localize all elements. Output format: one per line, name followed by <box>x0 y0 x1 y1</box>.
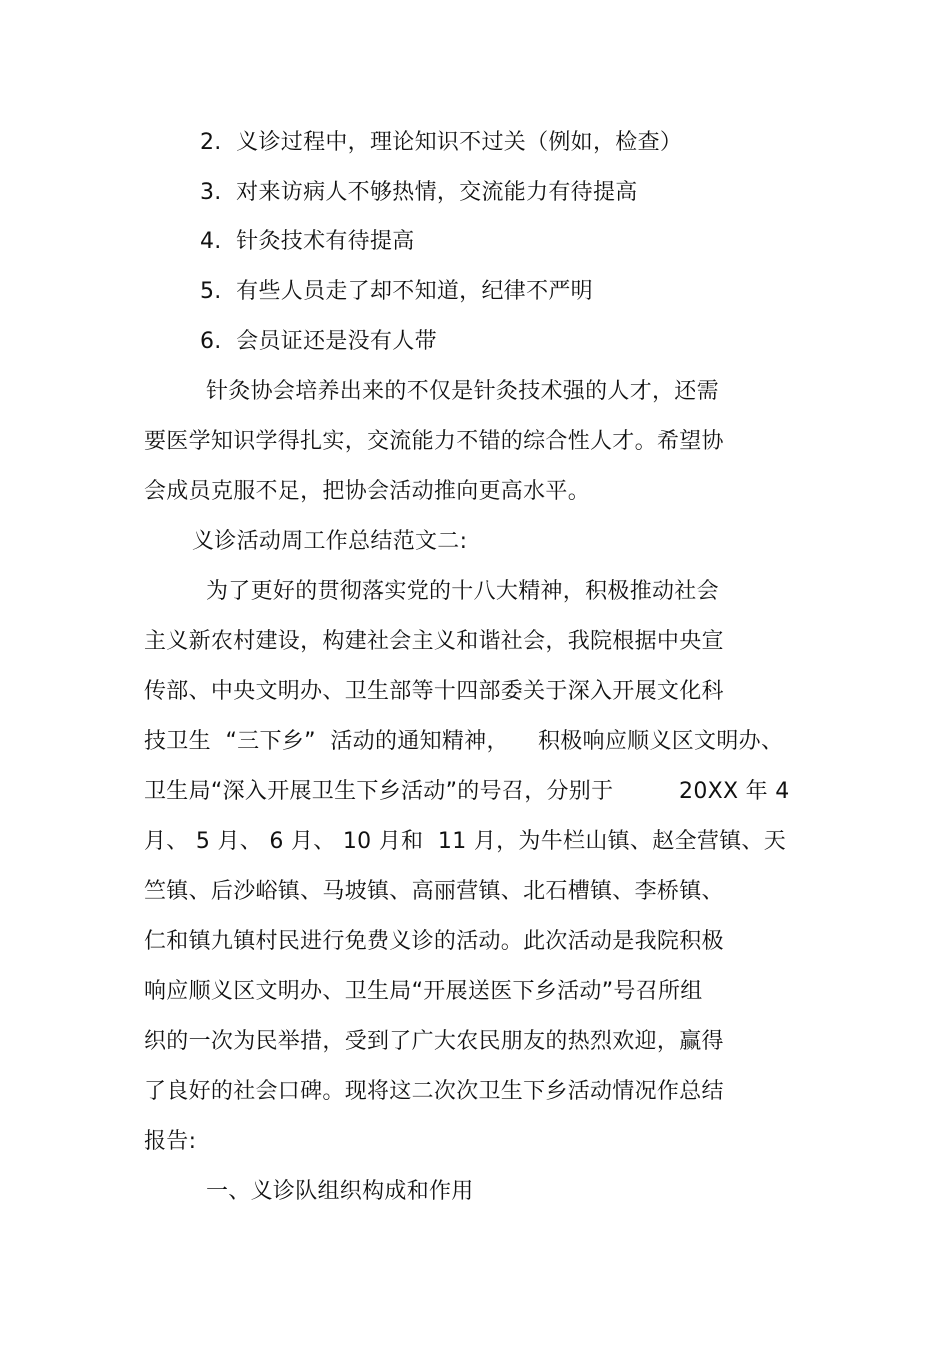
paragraph-1-line-3: 会成员克服不足，把协会活动推向更高水平。 <box>144 479 591 504</box>
paragraph-2-line-6: 月、 5 月、 6 月、 10 月和 11 月，为牛栏山镇、赵全营镇、天 <box>144 829 787 854</box>
paragraph-2-line-7: 竺镇、后沙峪镇、马坡镇、高丽营镇、北石槽镇、李桥镇、 <box>144 879 724 904</box>
paragraph-2-line-5: 卫生局“深入开展卫生下乡活动”的号召，分别于 20XX 年 4 <box>144 779 790 804</box>
paragraph-1-line-2: 要医学知识学得扎实，交流能力不错的综合性人才。希望协 <box>144 429 724 454</box>
paragraph-2-line-11: 了良好的社会口碑。现将这二次次卫生下乡活动情况作总结 <box>144 1079 724 1104</box>
list-item-5: 5. 有些人员走了却不知道，纪律不严明 <box>200 279 593 304</box>
paragraph-2-line-4: 技卫生 “三下乡” 活动的通知精神， 积极响应顺义区文明办、 <box>144 729 784 754</box>
heading-1: 一、义诊队组织构成和作用 <box>206 1179 474 1204</box>
section-title: 义诊活动周工作总结范文二: <box>192 529 468 554</box>
paragraph-2-line-9: 响应顺义区文明办、卫生局“开展送医下乡活动”号召所组 <box>144 979 703 1004</box>
paragraph-2-line-3: 传部、中央文明办、卫生部等十四部委关于深入开展文化科 <box>144 679 724 704</box>
paragraph-1-line-1: 针灸协会培养出来的不仅是针灸技术强的人才，还需 <box>206 379 719 404</box>
list-item-4: 4. 针灸技术有待提高 <box>200 229 415 254</box>
paragraph-2-line-10: 织的一次为民举措，受到了广大农民朋友的热烈欢迎，赢得 <box>144 1029 724 1054</box>
paragraph-2-line-8: 仁和镇九镇村民进行免费义诊的活动。此次活动是我院积极 <box>144 929 724 954</box>
list-item-6: 6. 会员证还是没有人带 <box>200 329 437 354</box>
paragraph-2-line-1: 为了更好的贯彻落实党的十八大精神，积极推动社会 <box>206 579 719 604</box>
paragraph-2-line-2: 主义新农村建设，构建社会主义和谐社会，我院根据中央宣 <box>144 629 724 654</box>
list-item-2: 2. 义诊过程中，理论知识不过关（例如，检查） <box>200 130 683 155</box>
paragraph-2-line-12: 报告: <box>144 1129 197 1154</box>
list-item-3: 3. 对来访病人不够热情，交流能力有待提高 <box>200 180 638 205</box>
